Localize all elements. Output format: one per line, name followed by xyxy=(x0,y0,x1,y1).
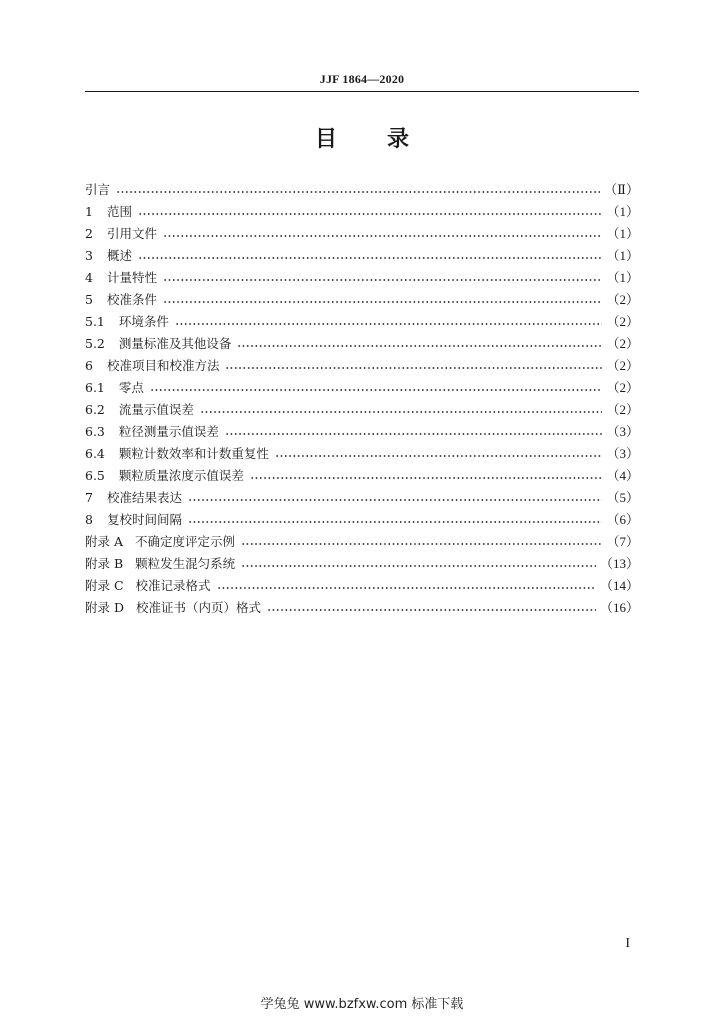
toc-entry-page: （6） xyxy=(606,512,639,527)
toc-entry-number: 1 xyxy=(85,204,93,219)
toc-entry-page: （2） xyxy=(606,314,639,329)
toc-entry-title: 复校时间间隔 xyxy=(106,512,182,527)
toc-entry-page: （2） xyxy=(606,358,639,373)
toc-entry-title: 测量标准及其他设备 xyxy=(118,336,232,351)
table-of-contents xyxy=(85,176,639,616)
toc-dot-leader xyxy=(225,432,603,436)
toc-entry-title: 颗粒质量浓度示值误差 xyxy=(118,468,244,483)
toc-entry[interactable] xyxy=(85,440,639,462)
toc-entry-number: 5.1 xyxy=(85,314,105,329)
toc-entry[interactable] xyxy=(85,594,639,616)
toc-entry-page: （2） xyxy=(606,402,639,417)
toc-entry-number: 7 xyxy=(85,490,93,505)
toc-entry-number: 6.5 xyxy=(85,468,105,483)
toc-entry[interactable] xyxy=(85,352,639,374)
toc-entry-number: 6.1 xyxy=(85,380,105,395)
toc-entry-title: 流量示值误差 xyxy=(118,402,194,417)
toc-entry-page: （4） xyxy=(606,468,639,483)
toc-entry-number: 5.2 xyxy=(85,336,105,351)
page-number: I xyxy=(625,936,630,951)
toc-entry-number: 3 xyxy=(85,248,93,263)
toc-entry[interactable] xyxy=(85,484,639,506)
toc-entry-page: （2） xyxy=(606,292,639,307)
page-title-right: 录 xyxy=(387,127,410,152)
toc-entry-title: 校准记录格式 xyxy=(135,578,211,593)
toc-entry-title: 颗粒计数效率和计数重复性 xyxy=(118,446,269,461)
toc-entry[interactable] xyxy=(85,242,639,264)
toc-dot-leader xyxy=(275,454,603,458)
toc-entry-title: 校准证书（内页）格式 xyxy=(136,600,262,615)
toc-entry-title: 概述 xyxy=(106,248,132,263)
header-rule xyxy=(85,91,639,92)
page-title xyxy=(0,122,724,153)
toc-entry-page: （1） xyxy=(606,226,639,241)
toc-entry-title: 引用文件 xyxy=(106,226,157,241)
toc-entry-page: （3） xyxy=(606,424,639,439)
toc-entry-title: 校准结果表达 xyxy=(106,490,182,505)
toc-entry[interactable] xyxy=(85,220,639,242)
toc-dot-leader xyxy=(116,190,600,194)
toc-dot-leader xyxy=(138,256,603,260)
toc-dot-leader xyxy=(175,322,603,326)
toc-dot-leader xyxy=(188,498,603,502)
toc-dot-leader xyxy=(267,608,596,612)
toc-entry-title: 校准项目和校准方法 xyxy=(106,358,220,373)
page-title-left: 目 xyxy=(314,127,337,152)
toc-entry-number: 附录 C xyxy=(85,578,124,593)
toc-entry-page: （7） xyxy=(606,534,639,549)
toc-entry-title: 范围 xyxy=(106,204,132,219)
toc-dot-leader xyxy=(138,212,603,216)
toc-dot-leader xyxy=(241,564,596,568)
toc-entry-page: （16） xyxy=(599,600,639,615)
toc-dot-leader xyxy=(163,278,603,282)
toc-dot-leader xyxy=(150,388,603,392)
toc-entry[interactable] xyxy=(85,374,639,396)
toc-entry-page: （13） xyxy=(599,556,639,571)
toc-entry-number: 6 xyxy=(85,358,93,373)
toc-entry-title: 颗粒发生混匀系统 xyxy=(135,556,236,571)
toc-entry-number: 附录 A xyxy=(85,534,124,549)
toc-entry[interactable] xyxy=(85,286,639,308)
toc-entry-number: 6.3 xyxy=(85,424,105,439)
toc-entry[interactable] xyxy=(85,418,639,440)
toc-entry-page: （5） xyxy=(606,490,639,505)
toc-entry-title: 校准条件 xyxy=(106,292,157,307)
toc-entry-page: （3） xyxy=(606,446,639,461)
toc-entry-number: 5 xyxy=(85,292,93,307)
toc-dot-leader xyxy=(200,410,603,414)
toc-entry-page: （1） xyxy=(606,270,639,285)
toc-entry-number: 6.2 xyxy=(85,402,105,417)
toc-entry[interactable] xyxy=(85,550,639,572)
toc-entry-title: 不确定度评定示例 xyxy=(135,534,236,549)
toc-entry-page: （2） xyxy=(606,380,639,395)
toc-entry-number: 附录 B xyxy=(85,556,124,571)
toc-entry-title: 引言 xyxy=(85,182,111,197)
toc-entry-number: 4 xyxy=(85,270,93,285)
toc-dot-leader xyxy=(237,344,602,348)
toc-entry[interactable] xyxy=(85,308,639,330)
toc-entry-page: （14） xyxy=(599,578,639,593)
toc-entry[interactable] xyxy=(85,506,639,528)
toc-dot-leader xyxy=(217,586,596,590)
toc-entry-number: 8 xyxy=(85,512,93,527)
toc-entry[interactable] xyxy=(85,198,639,220)
toc-entry[interactable] xyxy=(85,264,639,286)
toc-dot-leader xyxy=(163,300,603,304)
toc-entry[interactable] xyxy=(85,572,639,594)
standard-code: JJF 1864—2020 xyxy=(319,72,405,86)
toc-entry-number: 附录 D xyxy=(85,600,124,615)
toc-entry[interactable] xyxy=(85,330,639,352)
toc-entry[interactable] xyxy=(85,176,639,198)
toc-entry-title: 计量特性 xyxy=(106,270,157,285)
toc-dot-leader xyxy=(163,234,603,238)
footer-watermark: 学兔兔 www.bzfxw.com 标准下载 xyxy=(260,997,464,1012)
toc-entry-title: 零点 xyxy=(118,380,144,395)
toc-dot-leader xyxy=(225,366,602,370)
toc-entry-title: 粒径测量示值误差 xyxy=(118,424,219,439)
toc-entry-number: 2 xyxy=(85,226,93,241)
toc-entry-number: 6.4 xyxy=(85,446,105,461)
toc-entry-page: （1） xyxy=(606,204,639,219)
toc-entry[interactable] xyxy=(85,396,639,418)
toc-entry-page: （Ⅱ） xyxy=(604,182,639,197)
toc-entry[interactable] xyxy=(85,528,639,550)
toc-entry-page: （2） xyxy=(606,336,639,351)
toc-dot-leader xyxy=(241,542,602,546)
toc-dot-leader xyxy=(188,520,603,524)
toc-entry-title: 环境条件 xyxy=(118,314,169,329)
toc-entry[interactable] xyxy=(85,462,639,484)
toc-entry-page: （1） xyxy=(606,248,639,263)
toc-dot-leader xyxy=(250,476,603,480)
